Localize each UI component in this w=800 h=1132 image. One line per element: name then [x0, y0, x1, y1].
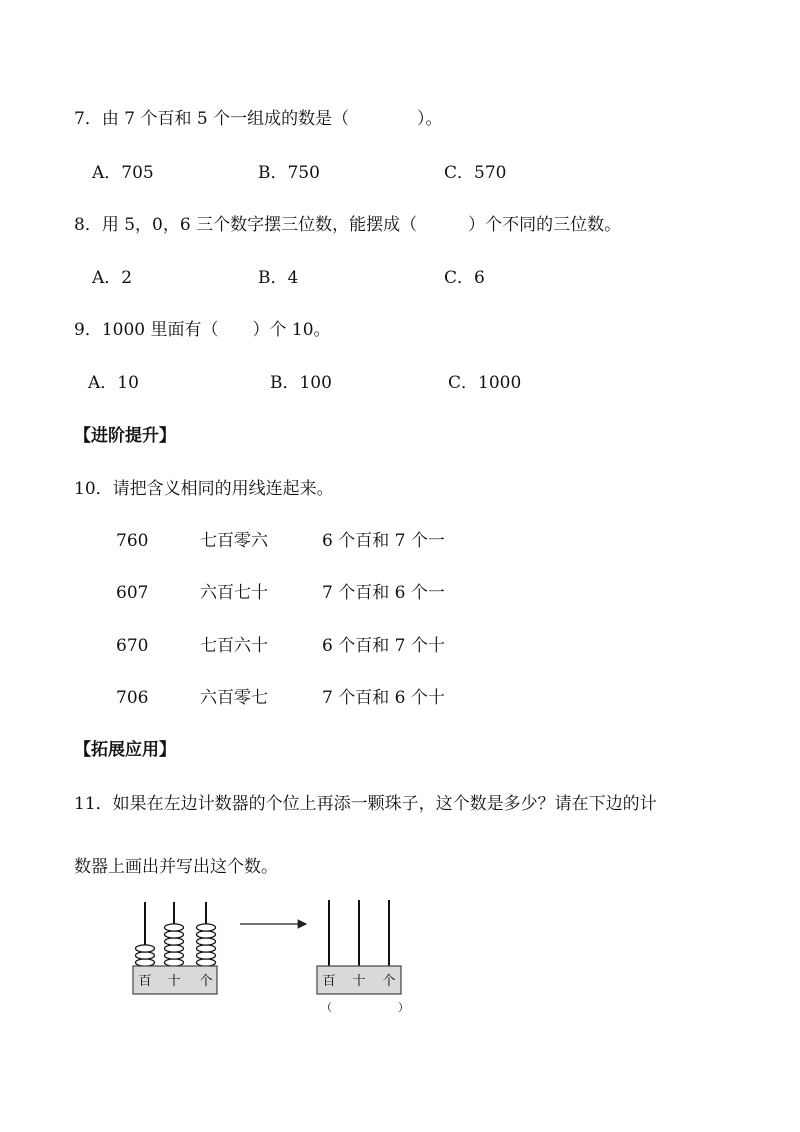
abacus-bead: [165, 931, 184, 938]
q9-option-b[interactable]: B．100: [270, 373, 332, 393]
abacus-bead: [197, 938, 216, 945]
place-label-ones: 个: [382, 974, 396, 989]
abacus-bead: [197, 959, 216, 966]
place-label-hundreds: 百: [138, 974, 152, 989]
q7-option-a[interactable]: A．705: [92, 163, 154, 183]
match-description[interactable]: 7 个百和 6 个一: [322, 583, 445, 603]
q8-stem: 8．用 5，0，6 三个数字摆三位数，能摆成（ ）个不同的三位数。: [74, 215, 622, 235]
section-heading-advanced: 【进阶提升】: [74, 426, 176, 446]
place-label-tens: 十: [167, 974, 181, 989]
abacus-bead: [165, 938, 184, 945]
abacus-bead: [165, 952, 184, 959]
q9-option-a[interactable]: A．10: [88, 373, 139, 393]
abacus-left: [133, 902, 217, 994]
match-words[interactable]: 七百零六: [200, 531, 268, 551]
q8-option-c[interactable]: C．6: [444, 268, 485, 288]
abacus-bead: [165, 924, 184, 931]
q11-stem-line2: 数器上画出并写出这个数。: [74, 857, 278, 877]
place-label-tens: 十: [352, 974, 366, 989]
abacus-bead: [165, 945, 184, 952]
abacus-figure: [0, 890, 800, 1050]
match-words[interactable]: 七百六十: [200, 636, 268, 656]
match-description[interactable]: 6 个百和 7 个一: [322, 531, 445, 551]
match-words[interactable]: 六百七十: [200, 583, 268, 603]
q8-option-a[interactable]: A．2: [92, 268, 133, 288]
abacus-left-beads: [136, 924, 216, 966]
abacus-right[interactable]: [317, 900, 409, 1014]
q8-option-b[interactable]: B．4: [258, 268, 299, 288]
place-label-ones: 个: [199, 974, 213, 989]
q10-stem: 10．请把含义相同的用线连起来。: [74, 479, 334, 499]
match-number[interactable]: 670: [116, 636, 149, 656]
place-label-hundreds: 百: [322, 974, 336, 989]
match-number[interactable]: 760: [116, 531, 149, 551]
q7-option-c[interactable]: C．570: [444, 163, 507, 183]
match-description[interactable]: 7 个百和 6 个十: [322, 688, 445, 708]
q11-stem-line1: 11．如果在左边计数器的个位上再添一颗珠子，这个数是多少？请在下边的计: [74, 794, 657, 814]
match-words[interactable]: 六百零七: [200, 688, 268, 708]
abacus-bead: [197, 931, 216, 938]
abacus-bead: [136, 959, 155, 966]
abacus-bead: [136, 945, 155, 952]
match-description[interactable]: 6 个百和 7 个十: [322, 636, 445, 656]
abacus-bead: [197, 924, 216, 931]
abacus-bead: [197, 952, 216, 959]
q9-option-c[interactable]: C．1000: [448, 373, 522, 393]
abacus-bead: [165, 959, 184, 966]
match-number[interactable]: 706: [116, 688, 149, 708]
abacus-bead: [136, 952, 155, 959]
q7-stem: 7．由 7 个百和 5 个一组成的数是（ ）。: [74, 109, 443, 129]
q9-stem: 9．1000 里面有（ ）个 10。: [74, 320, 331, 340]
match-number[interactable]: 607: [116, 583, 149, 603]
answer-blank[interactable]: （ ）: [321, 1001, 409, 1014]
abacus-bead: [197, 945, 216, 952]
q7-option-b[interactable]: B．750: [258, 163, 320, 183]
section-heading-extend: 【拓展应用】: [74, 740, 176, 760]
